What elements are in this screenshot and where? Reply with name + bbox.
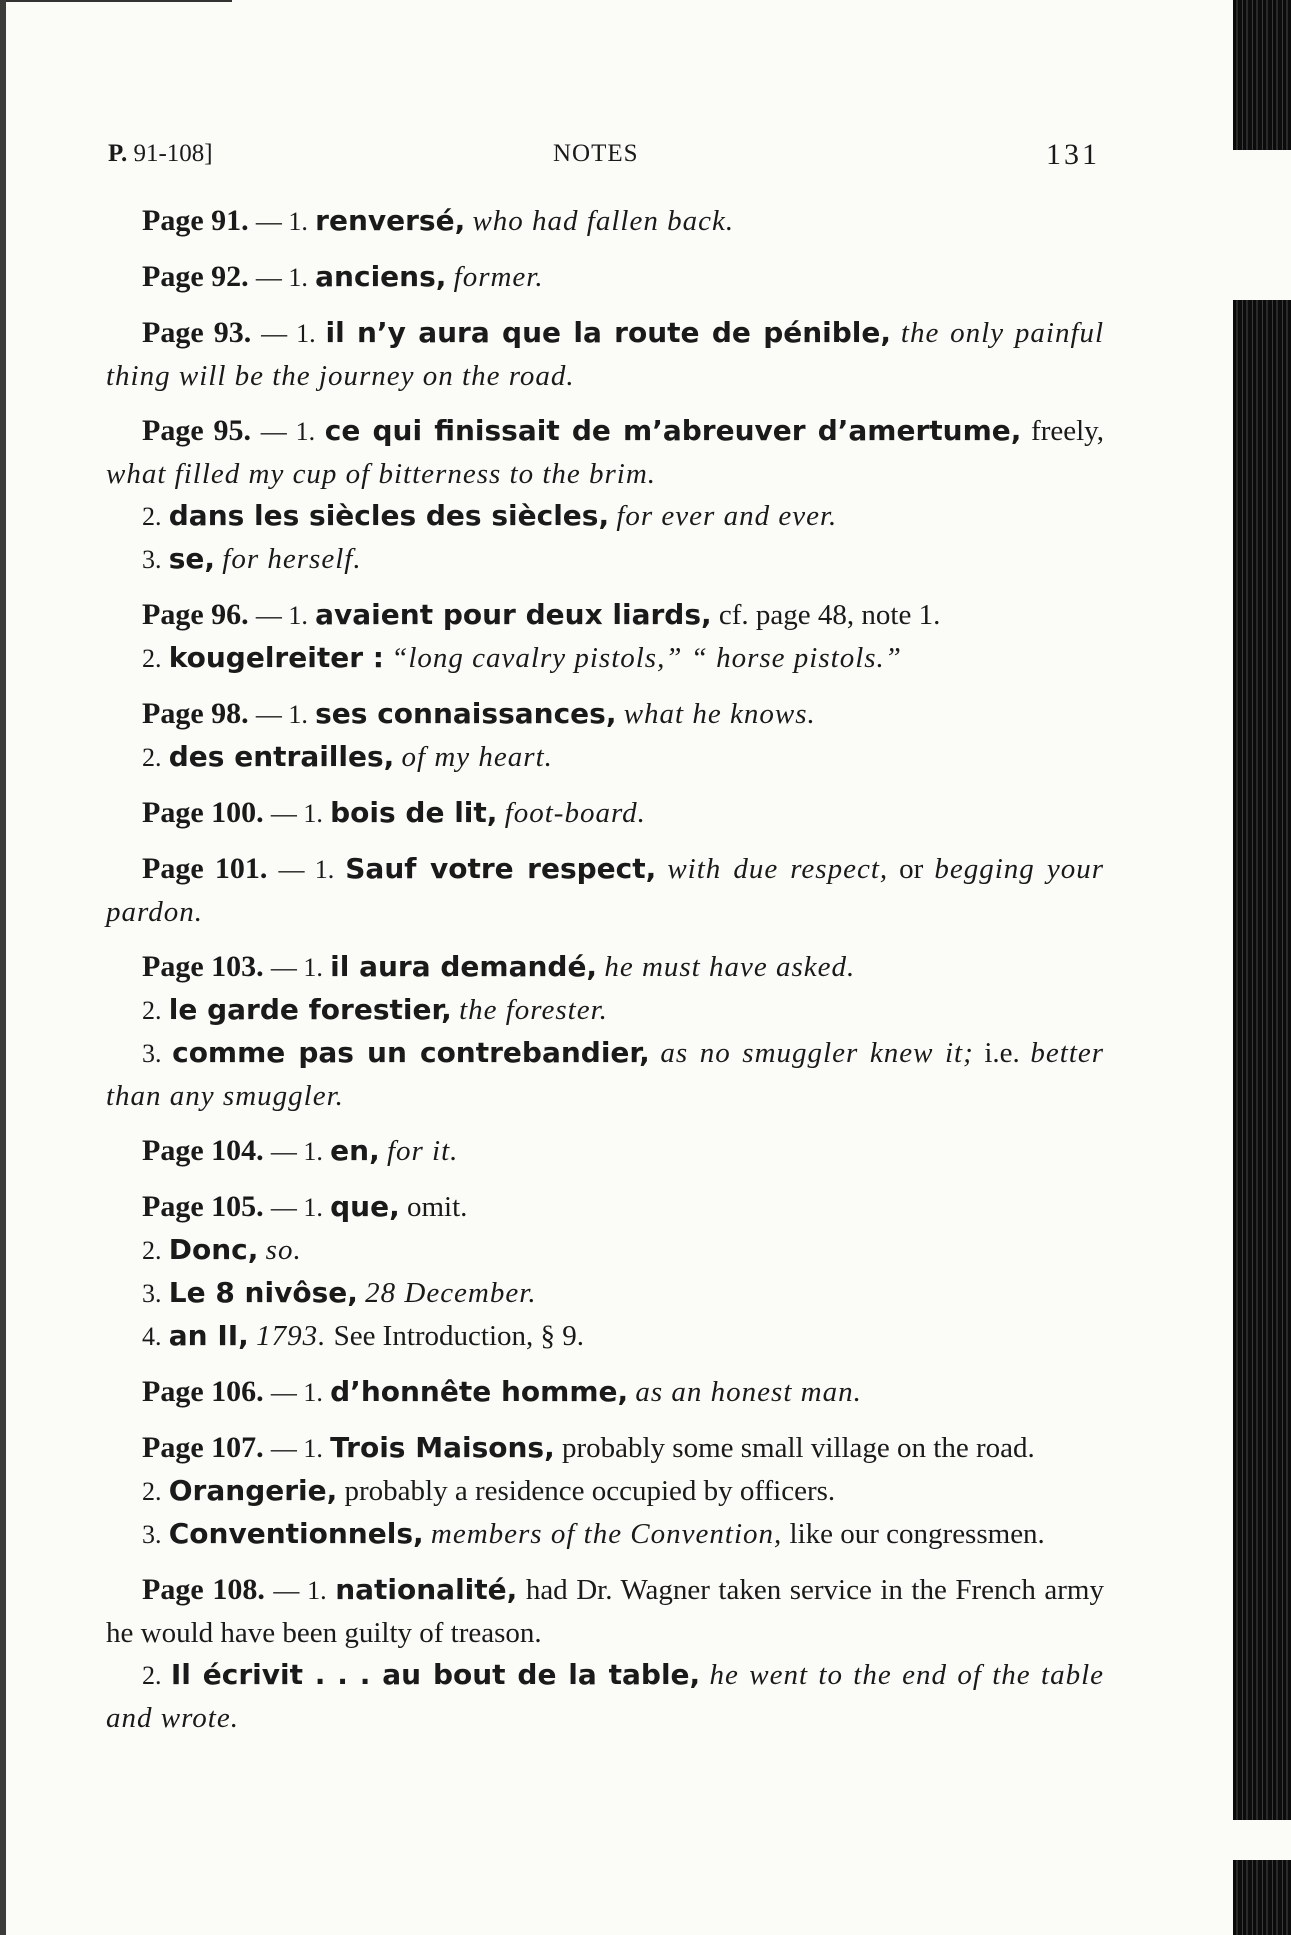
french-term: il aura demandé, <box>330 950 598 983</box>
translation: former. <box>453 261 544 293</box>
note-number: — 1. <box>255 207 308 236</box>
note-group <box>106 848 1104 933</box>
french-term: Le 8 nivôse, <box>168 1276 358 1309</box>
note-text: See Introduction, § 9. <box>333 1320 585 1352</box>
note-number: 2. <box>142 1236 162 1265</box>
note-group <box>106 1371 1104 1414</box>
note-line <box>106 312 1104 397</box>
french-term: il n’y aura que la route de pénible, <box>325 316 892 349</box>
translation: foot-board. <box>504 797 646 829</box>
note-number: — 1. <box>261 319 316 348</box>
note-number: 3. <box>142 1039 162 1068</box>
french-term: an II, <box>168 1319 249 1352</box>
translation: for herself. <box>222 543 362 575</box>
note-number: — 1. <box>270 799 323 828</box>
note-group <box>106 256 1104 299</box>
note-number: — 1. <box>270 953 323 982</box>
note-line <box>106 693 1104 736</box>
note-number: 3. <box>142 1279 162 1308</box>
note-group <box>106 946 1104 1117</box>
note-line <box>106 256 1104 299</box>
note-line <box>106 1272 1104 1315</box>
note-number: 3. <box>142 1520 162 1549</box>
translation: 1793. <box>256 1320 327 1352</box>
translation: so. <box>265 1234 302 1266</box>
french-term: avaient pour deux liards, <box>315 598 712 631</box>
french-term: nationalité, <box>335 1573 518 1606</box>
note-number: 2. <box>142 996 162 1025</box>
french-term: Il écrivit . . . au bout de la table, <box>170 1658 701 1691</box>
note-text: had Dr. Wagner taken service in the French army he would have been guilty of treason. <box>106 1574 1104 1649</box>
note-group <box>106 312 1104 397</box>
scan-corner-line <box>6 0 232 2</box>
french-term: Trois Maisons, <box>330 1431 555 1464</box>
note-number: — 1. <box>278 855 335 884</box>
page-binding-edge <box>1233 0 1291 1935</box>
note-group <box>106 1130 1104 1173</box>
page-label: Page 108. <box>142 1573 265 1606</box>
french-term: Donc, <box>168 1233 259 1266</box>
note-text: like our congressmen. <box>789 1518 1045 1550</box>
note-number: — 1. <box>255 601 308 630</box>
french-term: kougelreiter : <box>168 641 384 674</box>
french-term: Conventionnels, <box>168 1517 424 1550</box>
note-group <box>106 594 1104 680</box>
note-text: probably some small village on the road. <box>561 1432 1035 1464</box>
translation: as an honest man. <box>635 1376 862 1408</box>
note-number: — 1. <box>270 1378 323 1407</box>
note-text: freely, <box>1031 415 1105 447</box>
translation: for it. <box>386 1135 459 1167</box>
note-line <box>106 200 1104 243</box>
french-term: ses connaissances, <box>315 697 617 730</box>
page-label: Page 104. <box>142 1134 264 1167</box>
note-text: probably a residence occupied by officers. <box>344 1475 836 1507</box>
notes-body <box>106 200 1104 1752</box>
page-label: Page 93. <box>142 316 252 349</box>
binding-gap <box>1233 1820 1291 1860</box>
note-line <box>106 495 1104 538</box>
note-text: or <box>899 853 924 885</box>
note-group <box>106 1186 1104 1358</box>
translation: of my heart. <box>401 741 553 773</box>
note-group <box>106 200 1104 243</box>
french-term: comme pas un contrebandier, <box>172 1036 650 1069</box>
french-term: ce qui finissait de m’abreuver d’amertume, <box>324 414 1022 447</box>
french-term: des entrailles, <box>168 740 395 773</box>
french-term: bois de lit, <box>330 796 498 829</box>
note-line <box>106 1654 1104 1739</box>
translation: what he knows. <box>623 698 816 730</box>
french-term: d’honnête homme, <box>330 1375 629 1408</box>
note-number: — 1. <box>255 700 308 729</box>
note-text: cf. page 48, note 1. <box>718 599 941 631</box>
translation: members of the Convention, <box>430 1518 783 1550</box>
note-number: 2. <box>142 1661 162 1690</box>
note-line <box>106 594 1104 637</box>
french-term: Orangerie, <box>168 1474 338 1507</box>
note-line <box>106 946 1104 989</box>
note-line <box>106 1032 1104 1117</box>
note-line <box>106 1315 1104 1358</box>
note-number: 3. <box>142 545 162 574</box>
note-text: omit. <box>407 1191 468 1223</box>
translation: he must have asked. <box>604 951 856 983</box>
note-number: — 1. <box>270 1434 323 1463</box>
note-line <box>106 1186 1104 1229</box>
note-text: i.e. <box>984 1037 1020 1069</box>
page-label: Page 105. <box>142 1190 264 1223</box>
translation: who had fallen back. <box>472 205 735 237</box>
note-line <box>106 989 1104 1032</box>
note-line <box>106 1427 1104 1470</box>
note-number: — 1. <box>255 263 308 292</box>
note-line <box>106 538 1104 581</box>
translation: “long cavalry pistols,” “ horse pistols.” <box>391 642 902 674</box>
note-line <box>106 410 1104 495</box>
page-range: P. 91-108] <box>108 140 213 167</box>
note-line <box>106 736 1104 779</box>
french-term: en, <box>330 1134 380 1167</box>
translation: he went to the end of the table and wrote. <box>106 1659 1104 1734</box>
page-label: Page 91. <box>142 204 249 237</box>
page-label: Page 95. <box>142 414 252 447</box>
french-term: que, <box>330 1190 400 1223</box>
section-title: NOTES <box>553 140 639 167</box>
french-term: Sauf votre respect, <box>345 852 657 885</box>
note-number: — 1. <box>260 417 316 446</box>
french-term: se, <box>168 542 216 575</box>
note-line <box>106 792 1104 835</box>
note-line <box>106 1130 1104 1173</box>
french-term: dans les siècles des siècles, <box>168 499 610 532</box>
french-term: le garde forestier, <box>168 993 452 1026</box>
note-line <box>106 637 1104 680</box>
translation: what filled my cup of bitterness to the brim. <box>106 458 657 490</box>
note-line <box>106 1569 1104 1654</box>
page-label: Page 101. <box>142 852 268 885</box>
translation: better than any smuggler. <box>106 1037 1105 1112</box>
page-label: Page 92. <box>142 260 249 293</box>
note-number: 2. <box>142 502 162 531</box>
note-group <box>106 1427 1104 1556</box>
note-number: — 1. <box>273 1576 327 1605</box>
translation: with due respect, <box>667 853 889 885</box>
french-term: renversé, <box>315 204 466 237</box>
note-number: — 1. <box>270 1193 323 1222</box>
page-label: Page 107. <box>142 1431 264 1464</box>
note-number: 2. <box>142 743 162 772</box>
note-group <box>106 410 1104 581</box>
note-line <box>106 1229 1104 1272</box>
note-number: 2. <box>142 644 162 673</box>
note-line <box>106 1371 1104 1414</box>
note-line <box>106 1470 1104 1513</box>
note-group <box>106 1569 1104 1739</box>
binding-gap <box>1233 150 1291 300</box>
page-label: Page 103. <box>142 950 264 983</box>
french-term: anciens, <box>315 260 447 293</box>
page-label: Page 100. <box>142 796 264 829</box>
page-left-edge <box>0 0 6 1935</box>
note-number: 4. <box>142 1322 162 1351</box>
translation: the only painful thing will be the journey on the road. <box>106 317 1105 392</box>
note-line <box>106 1513 1104 1556</box>
note-group <box>106 693 1104 779</box>
note-number: 2. <box>142 1477 162 1506</box>
page-number: 131 <box>1046 138 1100 171</box>
page-label: Page 96. <box>142 598 249 631</box>
translation: 28 December. <box>365 1277 537 1309</box>
running-header <box>108 138 1100 178</box>
page-label: Page 98. <box>142 697 249 730</box>
note-number: — 1. <box>270 1137 323 1166</box>
translation: as no smuggler knew it; <box>660 1037 974 1069</box>
translation: the forester. <box>459 994 608 1026</box>
note-line <box>106 848 1104 933</box>
translation: begging your pardon. <box>106 853 1104 928</box>
translation: for ever and ever. <box>616 500 838 532</box>
note-group <box>106 792 1104 835</box>
page-label: Page 106. <box>142 1375 264 1408</box>
